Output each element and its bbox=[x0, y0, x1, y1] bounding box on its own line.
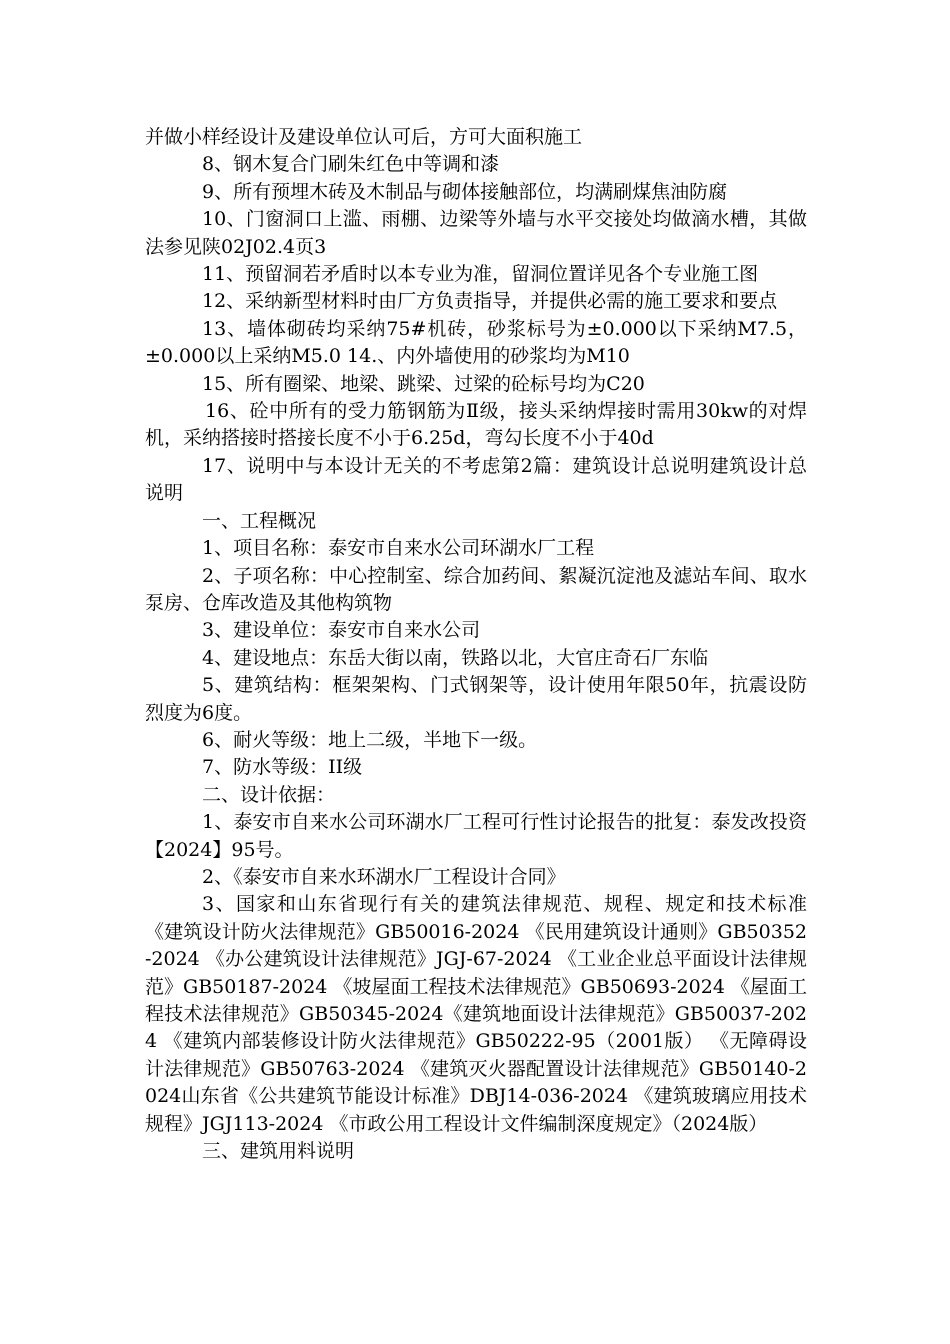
paragraph: 4、建设地点：东岳大街以南，铁路以北，大官庄奇石厂东临 bbox=[202, 646, 709, 669]
paragraph: 11、预留洞若矛盾时以本专业为准，留洞位置详见各个专业施工图 bbox=[202, 263, 759, 286]
paragraph: 3、建设单位：泰安市自来水公司 bbox=[202, 619, 481, 642]
paragraph: 12、采纳新型材料时由厂方负责指导，并提供必需的施工要求和要点 bbox=[202, 290, 778, 313]
section-heading: 三、建筑用料说明 bbox=[202, 1140, 355, 1163]
paragraph: 10、门窗洞口上滥、雨棚、边梁等外墙与水平交接处均做滴水槽，其做法参见陕02J02.4页3 bbox=[145, 208, 807, 258]
paragraph: 15、所有圈梁、地梁、跳梁、过梁的砼标号均为C20 bbox=[202, 372, 645, 395]
document-body bbox=[145, 124, 807, 1165]
paragraph: 3、国家和山东省现行有关的建筑法律规范、规程、规定和技术标准 《建筑设计防火法律规范》GB50016-2024 《民用建筑设计通则》GB50352-2024 《办公建筑设计法律规范》JGJ-67-2024 《工业企业总平面设计法律规范》GB50187-2024 《坡屋面工程技术法律规范》GB50693-2024 《屋面工程技术法律规范》GB50345-2024《建筑地面设计法律规范》GB50037-2024 《建筑内部装修设计防火法律规范》GB50222-95（2001版） 《无障碍设计法律规范》GB50763-2024 《建筑灭火器配置设计法律规范》GB50140-2024山东省《公共建筑节能设计标准》DBJ14-036-2024 《建筑玻璃应用技术规程》JGJ113-2024 《市政公用工程设计文件编制深度规定》（2024版） bbox=[145, 893, 807, 1135]
paragraph: 7、防水等级：II级 bbox=[202, 756, 363, 779]
paragraph: 13、墙体砌砖均采纳75#机砖，砂浆标号为±0.000以下采纳M7.5，±0.000以上采纳M5.0 14.、内外墙使用的砂浆均为M10 bbox=[145, 317, 807, 368]
paragraph: 17、说明中与本设计无关的不考虑第2篇：建筑设计总说明建筑设计总说明 bbox=[145, 454, 807, 505]
paragraph: 9、所有预埋木砖及木制品与砌体接触部位，均满刷煤焦油防腐 bbox=[202, 180, 728, 203]
paragraph: 6、耐火等级：地上二级，半地下一级。 bbox=[202, 728, 538, 751]
paragraph: 1、项目名称：泰安市自来水公司环湖水厂工程 bbox=[202, 537, 595, 560]
paragraph: 2、《泰安市自来水环湖水厂工程设计合同》 bbox=[202, 865, 566, 888]
paragraph: 1、泰安市自来水公司环湖水厂工程可行性讨论报告的批复：泰发改投资【2024】95号。 bbox=[145, 811, 807, 861]
paragraph: 并做小样经设计及建设单位认可后，方可大面积施工 bbox=[145, 126, 583, 148]
paragraph: 8、钢木复合门刷朱红色中等调和漆 bbox=[202, 153, 500, 176]
section-heading: 一、工程概况 bbox=[202, 509, 317, 532]
section-heading: 二、设计依据： bbox=[202, 783, 336, 806]
paragraph: 2、子项名称：中心控制室、综合加药间、絮凝沉淀池及滤站车间、取水泵房、仓库改造及其他构筑物 bbox=[145, 564, 807, 614]
paragraph: 16、砼中所有的受力筋钢筋为Ⅱ级，接头采纳焊接时需用30kw的对焊机，采纳搭接时搭接长度不小于6.25d，弯勾长度不小于40d bbox=[145, 400, 807, 450]
paragraph: 5、建筑结构：框架架构、门式钢架等，设计使用年限50年，抗震设防烈度为6度。 bbox=[145, 674, 807, 724]
